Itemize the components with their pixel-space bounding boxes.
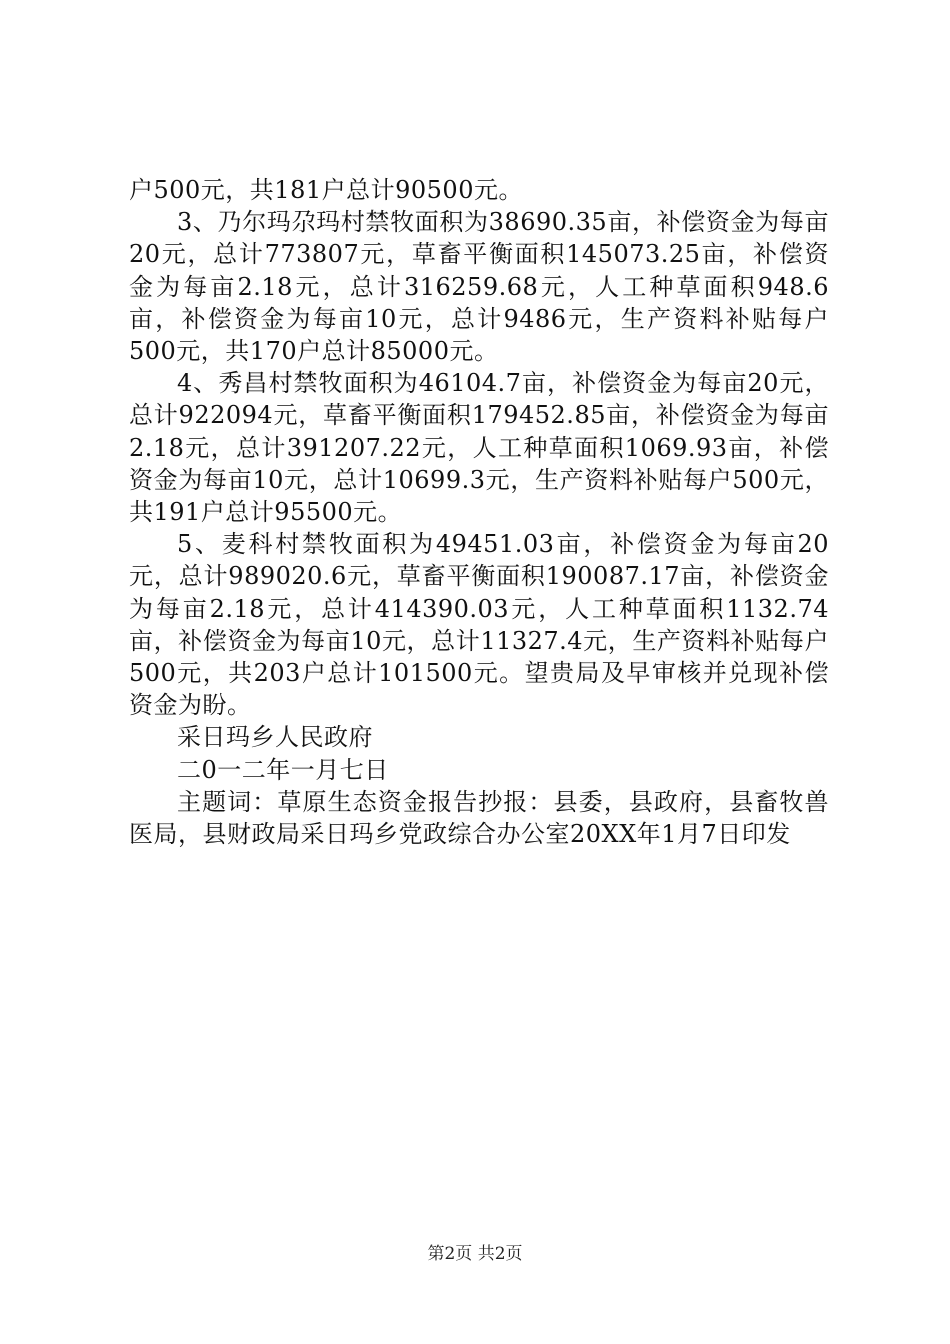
- paragraph-continuation: 户500元，共181户总计90500元。: [129, 176, 523, 204]
- signature-date: 二0一二年一月七日: [177, 755, 389, 784]
- signature-organization: 采日玛乡人民政府: [177, 723, 373, 752]
- page-number-footer: 第2页 共2页: [427, 1244, 523, 1264]
- paragraph-item-5: 5、麦科村禁牧面积为49451.03亩，补偿资金为每亩20元，总计989020.6元，草畜平衡面积190087.17亩，补偿资金为每亩2.18元，总计414390.03元，人工种草面积1132.74亩，补偿资金为每亩10元，总计11327.4元，生产资料补贴每户500元，共203户总计101500元。望贵局及早审核并兑现补偿资金为盼。: [129, 530, 829, 720]
- document-body: [129, 174, 829, 850]
- paragraph-item-4: 4、秀昌村禁牧面积为46104.7亩，补偿资金为每亩20元，总计922094元，草畜平衡面积179452.85亩，补偿资金为每亩2.18元，总计391207.22元，人工种草面积1069.93亩，补偿资金为每亩10元，总计10699.3元，生产资料补贴每户500元，共191户总计95500元。: [129, 369, 829, 527]
- paragraph-item-3: 3、乃尔玛尕玛村禁牧面积为38690.35亩，补偿资金为每亩20元，总计773807元，草畜平衡面积145073.25亩，补偿资金为每亩2.18元，总计316259.68元，人工种草面积948.6亩，补偿资金为每亩10元，总计9486元，生产资料补贴每户500元，共170户总计85000元。: [129, 208, 829, 366]
- subject-keywords: 主题词：草原生态资金报告抄报：县委，县政府，县畜牧兽医局，县财政局采日玛乡党政综合办公室20XX年1月7日印发: [129, 787, 829, 849]
